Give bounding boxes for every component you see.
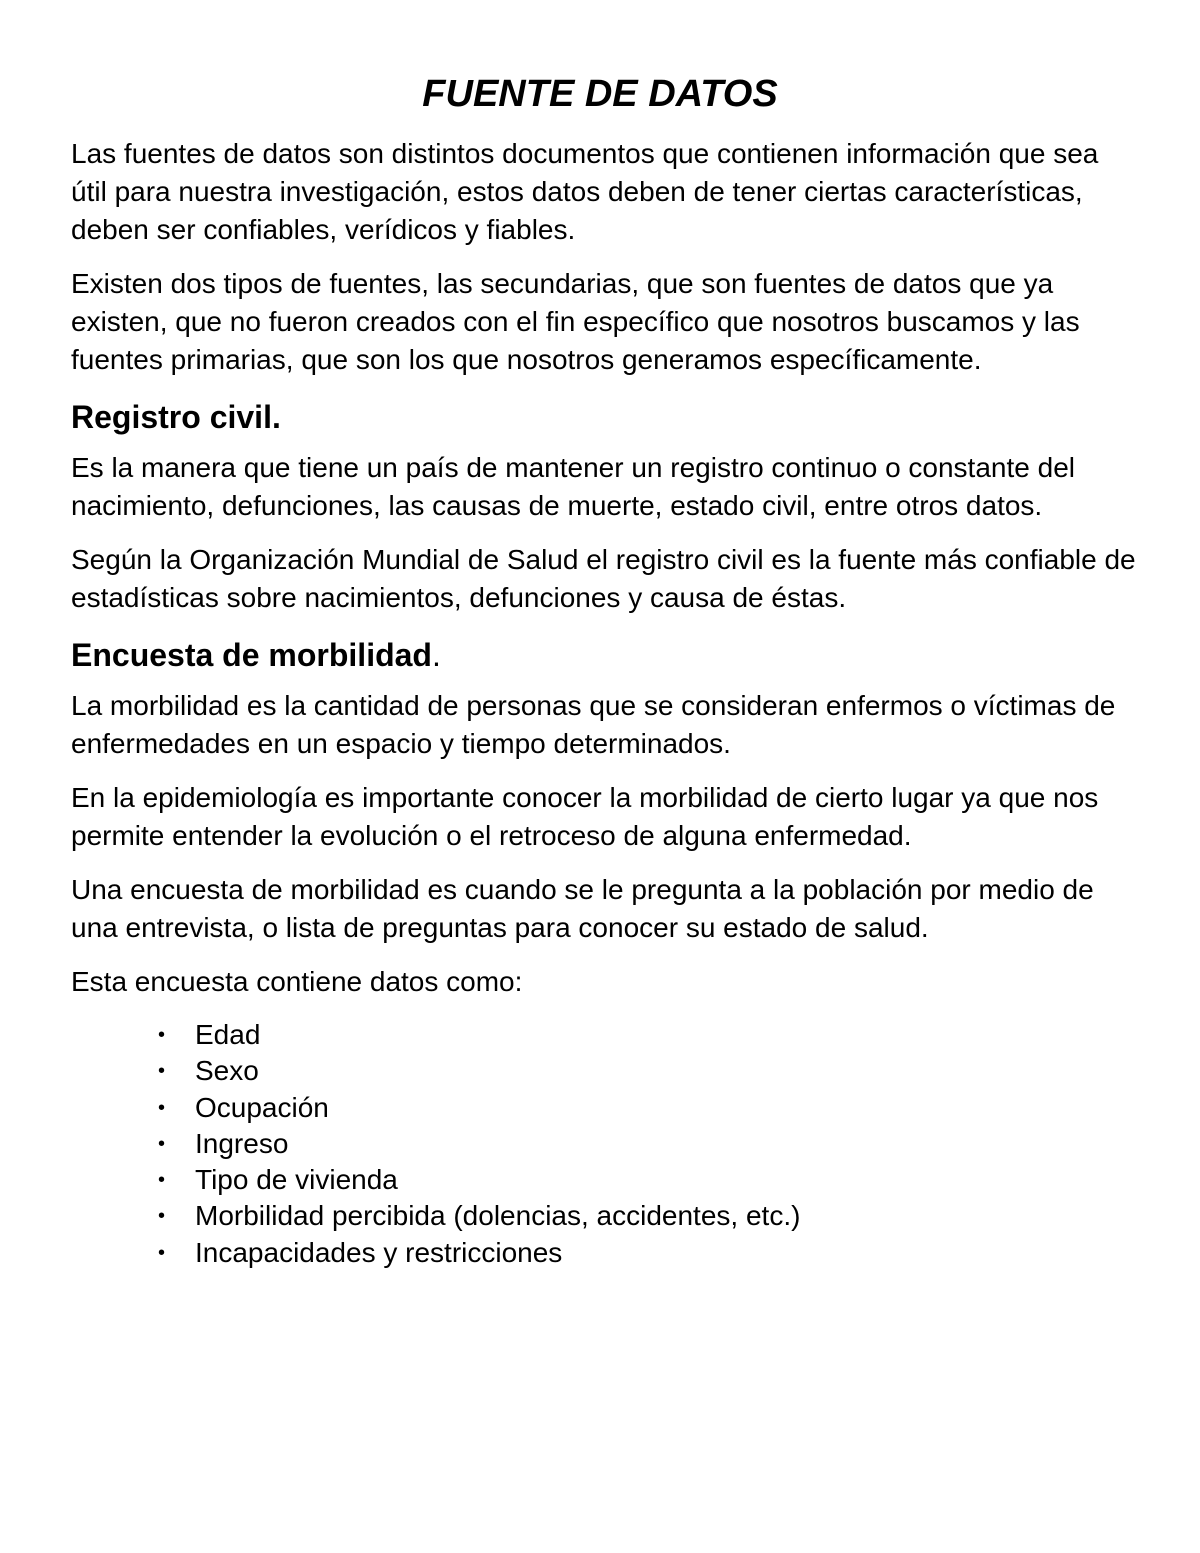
bullet-icon: • xyxy=(158,1241,166,1264)
encuesta-paragraph-1: La morbilidad es la cantidad de personas que se consideran enfermos o víctimas de enfermedades en un espacio y tiempo determinados. xyxy=(71,690,1116,759)
list-item-text: Sexo xyxy=(195,1055,259,1087)
encuesta-paragraph-2: En la epidemiología es importante conocer la morbilidad de cierto lugar ya que nos permite entender la evolución o el retroceso de alguna enfermedad. xyxy=(71,782,1099,851)
encuesta-data-list xyxy=(71,1017,1141,1271)
document-body xyxy=(71,135,1141,1271)
list-item xyxy=(158,1198,1141,1234)
list-item xyxy=(158,1053,1141,1089)
list-item xyxy=(158,1162,1141,1198)
list-item-text: Tipo de vivienda xyxy=(195,1164,398,1196)
bullet-icon: • xyxy=(158,1024,166,1046)
bullet-icon: • xyxy=(158,1132,166,1155)
encuesta-paragraph-4: Esta encuesta contiene datos como: xyxy=(71,966,523,997)
section-heading-registro-civil: Registro civil. xyxy=(71,399,281,435)
encuesta-heading-period: . xyxy=(431,637,441,673)
intro-paragraph-2: Existen dos tipos de fuentes, las secundarias, que son fuentes de datos que ya existen, que no fueron creados con el fin específico que nosotros buscamos y las fuentes primarias, que son los que nosotros generamos específicamente. xyxy=(71,268,1080,375)
page-title: FUENTE DE DATOS xyxy=(422,73,778,115)
list-item-text: Morbilidad percibida (dolencias, accidentes, etc.) xyxy=(195,1200,801,1232)
encuesta-paragraph-3: Una encuesta de morbilidad es cuando se le pregunta a la población por medio de una entrevista, o lista de preguntas para conocer su estado de salud. xyxy=(71,874,1094,943)
list-item-text: Incapacidades y restricciones xyxy=(195,1236,563,1268)
list-item xyxy=(158,1126,1141,1162)
bullet-icon: • xyxy=(158,1205,166,1228)
section-heading-encuesta-morbilidad xyxy=(71,633,1141,677)
list-item xyxy=(158,1235,1141,1271)
intro-paragraph-1: Las fuentes de datos son distintos documentos que contienen información que sea útil para nuestra investigación, estos datos deben de tener ciertas características, deben ser confiables, verídicos y fiables. xyxy=(71,138,1099,245)
bullet-icon: • xyxy=(158,1169,166,1192)
bullet-icon: • xyxy=(158,1096,166,1119)
list-item-text: Ingreso xyxy=(195,1127,289,1159)
encuesta-heading-text: Encuesta de morbilidad xyxy=(71,637,432,673)
list-item-text: Edad xyxy=(195,1019,261,1050)
registro-paragraph-2: Según la Organización Mundial de Salud el registro civil es la fuente más confiable de estadísticas sobre nacimientos, defunciones y causa de éstas. xyxy=(71,544,1136,613)
registro-paragraph-1: Es la manera que tiene un país de mantener un registro continuo o constante del nacimiento, defunciones, las causas de muerte, estado civil, entre otros datos. xyxy=(71,452,1075,521)
list-item xyxy=(158,1017,1141,1053)
list-item xyxy=(158,1090,1141,1126)
bullet-icon: • xyxy=(158,1060,166,1083)
list-item-text: Ocupación xyxy=(195,1091,329,1123)
